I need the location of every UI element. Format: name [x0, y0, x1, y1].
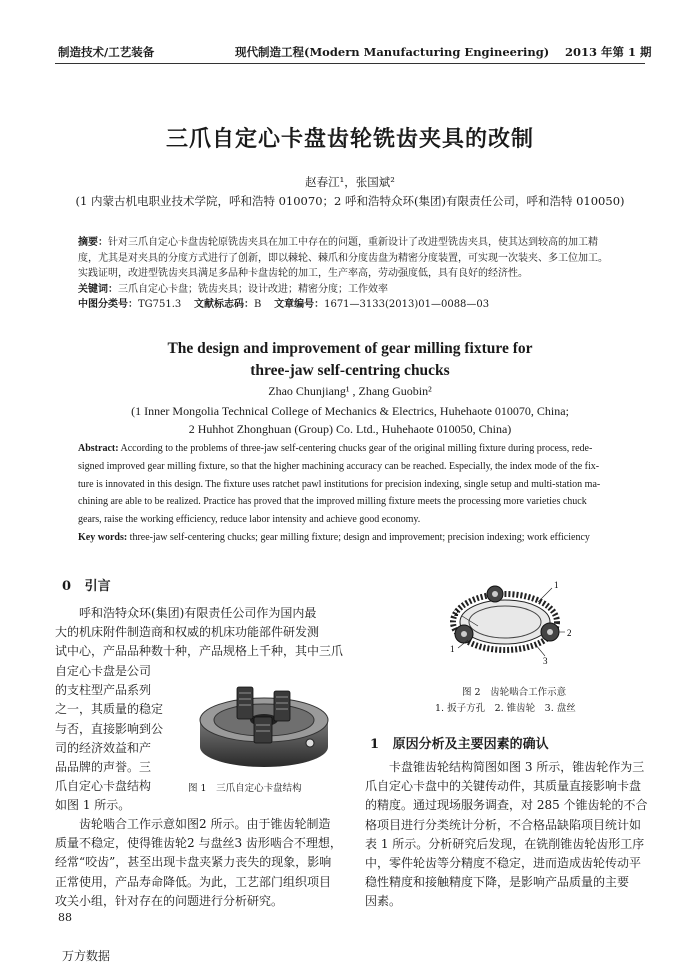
abstract-cn-line: 针对三爪自定心卡盘齿轮原铣齿夹具在加工中存在的问题，重新设计了改进型铣齿夹具，使其达到较高的加工精	[108, 237, 598, 248]
body-line: 齿轮啮合工作示意如图2 所示。由于锥齿轮制造	[79, 817, 331, 831]
affiliation-cn: (1 内蒙古机电职业技术学院，呼和浩特 010070；2 呼和浩特众环(集团)有限责任公司，呼和浩特 010050)	[75, 194, 625, 208]
abstract-cn-label: 摘要：	[78, 237, 108, 248]
body-line: 正常使用，产品寿命降低。为此，工艺部门组织项目	[55, 874, 332, 889]
section-0-number: 0	[62, 579, 72, 594]
body-line: 表 1 所示。分析研究后发现，在铣削锥齿轮齿形工序	[365, 836, 645, 851]
body-line: 经常“咬齿”，甚至出现卡盘夹紧力丧失的现象，影响	[55, 855, 332, 870]
body-line: 试中心，产品品种数十种，产品规格上千种，其中三爪	[55, 644, 344, 659]
section-1-title: 原因分析及主要因素的确认	[392, 737, 549, 752]
figure-2-legend: 1. 扳子方孔 2. 锥齿轮 3. 盘丝	[435, 703, 576, 714]
section-1-number: 1	[370, 737, 380, 752]
page-number: 88	[58, 911, 72, 924]
body-line: 卡盘锥齿轮结构简图如图 3 所示，锥齿轮作为三	[389, 760, 645, 774]
running-header-journal: 现代制造工程(Modern Manufacturing Engineering)	[235, 45, 550, 59]
keywords-en: three-jaw self-centering chucks; gear milling fixture; design and improvement; precision indexing; work efficiency	[129, 531, 590, 543]
figure-2-gear-image	[440, 574, 580, 674]
body-line: 攻关小组，针对存在的问题进行分析研究。	[55, 893, 284, 908]
keywords-cn-label: 关键词：	[78, 283, 118, 295]
figure-2-label: 2	[567, 628, 572, 638]
body-line: 格项目进行分类统计分析，不合格品缺陷项目统计如	[365, 817, 642, 832]
body-line: 因素。	[365, 894, 402, 909]
cls-label: 中图分类号：	[78, 299, 138, 310]
figure-2-label: 3	[543, 656, 548, 666]
abstract-en-line: signed improved gear milling fixture, so that the higher machining accuracy can be reached. Especially, the index mode of the fix-	[78, 460, 600, 472]
article-title-en-line2: three-jaw self-centring chucks	[250, 362, 450, 379]
body-line: 呼和浩特众环(集团)有限责任公司作为国内最	[79, 606, 317, 620]
right-col-para1	[365, 758, 655, 912]
keywords-en-label: Key words:	[78, 531, 128, 543]
running-header-issue: 2013 年第 1 期	[565, 45, 652, 59]
body-line: 爪自定心卡盘中的关键传动件，其质量直接影响卡盘	[365, 779, 642, 794]
abstract-cn-line: 实践证明，改进型铣齿夹具满足多品种卡盘齿轮的加工，生产率高，劳动强度低，具有良好的经济性。	[78, 268, 528, 279]
body-line: 与否，直接影响到公	[55, 721, 164, 736]
left-col-para1-narrow	[55, 662, 175, 816]
article-no-value: 1671—3133(2013)01—0088—03	[324, 299, 490, 310]
body-line: 的支柱型产品系列	[55, 683, 152, 698]
abstract-en-line: gears, raise the working efficiency, reduce labor intensity and achieve good economy.	[78, 514, 421, 526]
body-line: 大的机床附件制造商和权威的机床功能部件研发测	[55, 625, 320, 640]
article-no-label: 文章编号：	[274, 299, 325, 310]
cls-value: TG751.3	[138, 299, 182, 310]
body-line: 品品牌的声誉。三	[55, 760, 152, 775]
affiliation-en-line1: (1 Inner Mongolia Technical College of Mechanics & Electrics, Huhehaote 010070, China;	[131, 404, 569, 418]
running-header-left: 制造技术/工艺装备	[58, 45, 155, 59]
figure-2-label: 2	[454, 608, 459, 618]
doc-code-label: 文献标志码：	[194, 299, 255, 310]
authors-en: Zhao Chunjiang¹ , Zhang Guobin²	[268, 384, 432, 398]
body-line: 质量不稳定，使得锥齿轮2 与盘丝3 齿形啮合不理想，	[55, 836, 342, 851]
section-1-heading	[370, 733, 549, 752]
left-col-para1-full	[55, 604, 345, 662]
body-line: 爪自定心卡盘结构	[55, 779, 152, 794]
body-line: 的精度。通过现场服务调查，对 285 个锥齿轮的不合	[365, 798, 648, 813]
authors-cn: 赵春江¹，张国斌²	[305, 175, 395, 189]
abstract-cn-line: 度，尤其是对夹具的分度方式进行了创新，即以棘轮、棘爪和分度齿盘为精密分度装置，可实现一次装夹、多工位加工。	[78, 252, 608, 264]
doc-code-value: B	[254, 299, 262, 310]
header-rule	[55, 63, 645, 64]
section-0-heading	[62, 575, 111, 594]
abstract-en-line: ture is innovated in this design. The fixture uses ratchet pawl institutions for precision indexing, single setup and multi-station ma-	[78, 478, 601, 490]
article-title-cn: 三爪自定心卡盘齿轮铣齿夹具的改制	[165, 126, 534, 152]
body-line: 司的经济效益和产	[55, 740, 152, 755]
abstract-en-line: According to the problems of three-jaw self-centering chucks gear of the original milling fixture during process, rede-	[120, 443, 593, 454]
affiliation-en-line2: 2 Huhhot Zhonghuan (Group) Co. Ltd., Huhehaote 010050, China)	[188, 422, 512, 436]
abstract-en-line: chining are able to be realized. Practice has proved that the improved milling fixture meets the processing more varieties chuck	[78, 496, 587, 508]
abstract-en-label: Abstract:	[78, 443, 119, 454]
figure-1-chuck-image	[182, 665, 347, 775]
left-col-para2	[55, 815, 345, 911]
keywords-cn: 三爪自定心卡盘；铣齿夹具；设计改进；精密分度；工作效率	[118, 283, 388, 295]
figure-1-caption: 图 1 三爪自定心卡盘结构	[188, 783, 302, 794]
body-line: 之一，其质量的稳定	[55, 702, 164, 717]
footer-watermark: 万方数据	[62, 949, 111, 963]
figure-2-caption: 图 2 齿轮啮合工作示意	[462, 687, 567, 698]
abstract-en	[78, 440, 633, 547]
article-title-en-line1: The design and improvement of gear milling fixture for	[167, 340, 533, 357]
abstract-cn	[78, 235, 633, 313]
body-line: 稳性精度和接触精度下降，是影响产品质量的主要	[365, 875, 630, 890]
figure-2-label: 1	[554, 580, 559, 590]
body-line: 如图 1 所示。	[55, 798, 131, 813]
figure-2-label: 1	[450, 644, 455, 654]
body-line: 中，零件轮齿等分精度不稳定，进而造成齿轮传动平	[365, 856, 642, 871]
body-line: 自定心卡盘是公司	[55, 664, 152, 678]
section-0-title: 引言	[84, 579, 111, 594]
